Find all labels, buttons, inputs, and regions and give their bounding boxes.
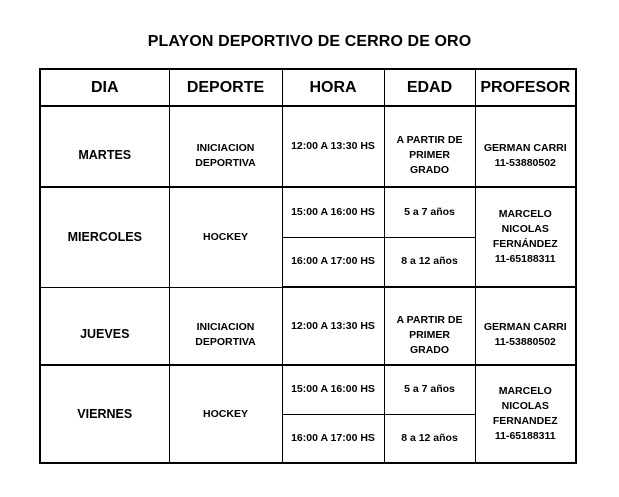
sport-line: INICIACION (196, 320, 255, 333)
teacher-name: MARCELO (498, 385, 552, 397)
teacher-name: GERMAN CARRI (483, 141, 567, 154)
teacher-phone: 11-65188311 (494, 430, 556, 442)
age-cell: 8 a 12 años (384, 237, 475, 287)
header-edad: EDAD (384, 69, 475, 106)
schedule-table (39, 68, 577, 464)
table-row (40, 187, 576, 237)
day-cell: JUEVES (40, 287, 169, 365)
page-title: PLAYON DEPORTIVO DE CERRO DE ORO (147, 33, 472, 50)
header-profesor: PROFESOR (475, 69, 576, 106)
day-cell: MARTES (40, 106, 169, 187)
time-cell: 12:00 A 13:30 HS (282, 287, 384, 365)
time-cell: 16:00 A 17:00 HS (282, 237, 384, 287)
teacher-name: NICOLAS (501, 400, 549, 412)
teacher-phone: 11-53880502 (494, 336, 556, 348)
teacher-name: GERMAN CARRI (483, 321, 567, 333)
teacher-phone: 11-65188311 (494, 253, 556, 265)
age-line: A PARTIR DE (396, 134, 463, 146)
day-cell: MIERCOLES (40, 187, 169, 287)
header-row (40, 69, 576, 106)
sport-cell: HOCKEY (169, 365, 282, 463)
sport-cell: HOCKEY (169, 187, 282, 287)
time-cell: 15:00 A 16:00 HS (282, 365, 384, 414)
day-cell: VIERNES (40, 365, 169, 463)
teacher-cell (475, 106, 576, 187)
teacher-name: NICOLAS (501, 223, 549, 235)
age-line: PRIMER (409, 149, 450, 161)
table-row (40, 287, 576, 365)
age-cell: 8 a 12 años (384, 414, 475, 463)
sport-cell (169, 106, 282, 187)
age-cell: 5 a 7 años (384, 187, 475, 237)
time-cell: 16:00 A 17:00 HS (282, 414, 384, 463)
header-dia: DIA (40, 69, 169, 106)
sport-line: INICIACION (196, 141, 255, 154)
age-line: A PARTIR DE (396, 313, 463, 326)
age-line: GRADO (409, 343, 450, 356)
sport-line: DEPORTIVA (195, 335, 256, 348)
teacher-cell (475, 187, 576, 287)
time-cell: 12:00 A 13:30 HS (282, 106, 384, 187)
age-line: PRIMER (409, 328, 450, 341)
teacher-name: FERNÁNDEZ (492, 238, 558, 250)
table-row (40, 365, 576, 414)
age-line: GRADO (409, 164, 450, 176)
teacher-name: MARCELO (498, 208, 552, 220)
teacher-cell (475, 365, 576, 463)
header-deporte: DEPORTE (169, 69, 282, 106)
table-row (40, 106, 576, 187)
teacher-phone: 11-53880502 (494, 156, 556, 169)
time-cell: 15:00 A 16:00 HS (282, 187, 384, 237)
header-hora: HORA (282, 69, 384, 106)
age-cell: 5 a 7 años (384, 365, 475, 414)
sport-line: DEPORTIVA (195, 156, 256, 169)
age-cell (384, 287, 475, 365)
teacher-name: FERNANDEZ (492, 415, 558, 427)
age-cell (384, 106, 475, 187)
sport-cell (169, 287, 282, 365)
teacher-cell (475, 287, 576, 365)
